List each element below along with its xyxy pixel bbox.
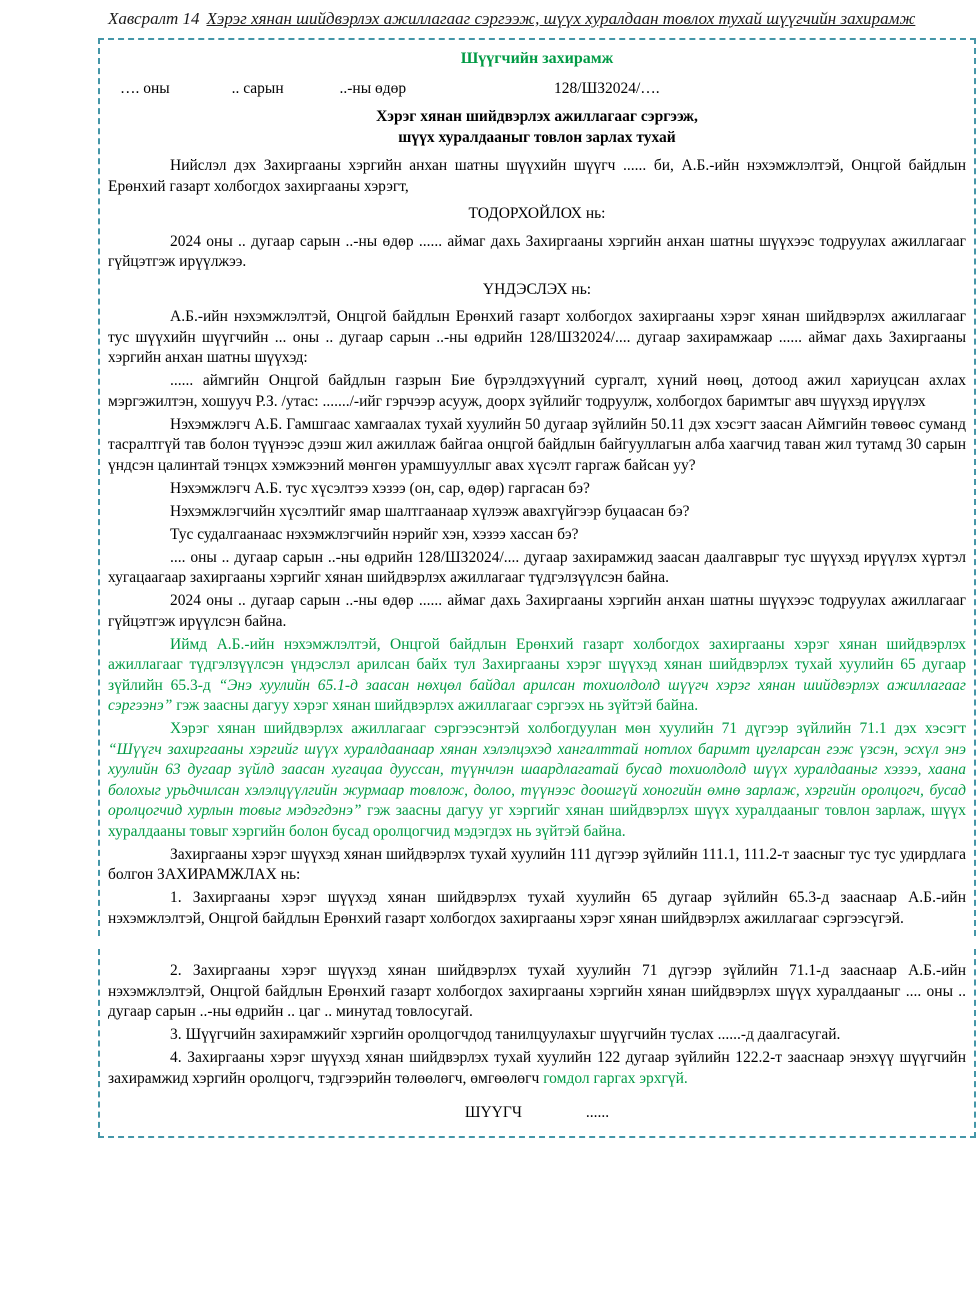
order-number: 128/ШЗ2024/…. — [554, 79, 660, 97]
resolution-item-2: 2. Захиргааны хэрэг шүүхэд хянан шийдвэрлэх тухай хуулийн 71 дүгээр зүйлийн 71.1-д зааснаар А.Б.-ийн нэхэмжлэлтэй, Онцгой байдлын Ерөнхий газарт холбогдох захиргааны хэргийн хянан шийдвэрлэх шүүх хуралдааныг .... оны .. дугаар сарын ..-ны өдрийн .. цаг .. минутад товлосугай. — [108, 962, 966, 1020]
date-month-blank: .. сарын — [231, 79, 284, 97]
grounds-paragraph-3: Нэхэмжлэгч А.Б. Гамшгаас хамгаалах тухай хуулийн 50 дугаар зүйлийн 50.11 дэх хэсэгт заасан Аймгийн төвөөс суманд тасралтгүй тав болон түүнээс дээш жил ажиллаж байгаа онцгой байдлын байгууллагын алба хаагчид таван жил тутамд 30 сарын үндсэн цалинтай тэнцэх хэмжээний мөнгөн урамшууллыг авах хүсэлт гаргаж байсан уу? — [108, 415, 966, 474]
resolution-item-3: 3. Шүүгчийн захирамжийг хэргийн оролцогчдод танилцуулахыг шүүгчийн туслах ......-д даалгасугай. — [170, 1026, 841, 1043]
appendix-label: Хавсралт 14 — [108, 9, 200, 28]
page-1 — [98, 38, 976, 936]
green1-law-quote: “Энэ хуулийн 65.1-д заасан нөхцөл байдал арилсан тохиолдолд шүүгч хэрэг хянан шийдвэрлэх ажиллагааг сэргээнэ” — [108, 676, 966, 714]
subject-line-1: Хэрэг хянан шийдвэрлэх ажиллагааг сэргээж, — [376, 108, 698, 125]
subject-line-2: шүүх хуралдааныг товлон зарлах тухай — [398, 128, 676, 146]
date-day-blank: ..-ны өдөр — [339, 79, 407, 97]
green1-post: гэж заасны дагуу хэрэг хянан шийдвэрлэх ажиллагааг сэргээх нь зүйтэй байна. — [172, 697, 699, 714]
appendix-title-block — [108, 6, 960, 31]
item4-text: 4. Захиргааны хэрэг шүүхэд хянан шийдвэрлэх тухай хуулийн 122 дугаар зүйлийн 122.2-т зааснаар энэхүү шүүгчийн захирамжид хэргийн оролцогч, тэдгээрийн төлөөлөгч, өмгөөлөгч — [108, 1049, 966, 1087]
grounds-green-paragraph-2 — [108, 719, 966, 842]
appendix-title-text: Хэрэг хянан шийдвэрлэх ажиллагааг сэргээж, шүүх хуралдаан товлох тухай шүүгчийн захирамж — [206, 9, 916, 28]
page-break — [98, 936, 976, 949]
grounds-paragraph-7: .... оны .. дугаар сарын ..-ны өдрийн 128/ШЗ2024/.... дугаар захирамжид заасан даалгаврыг тус шүүхэд ирүүлэх хүртэл хугацаагаар захиргааны хэргийг хянан шийдвэрлэх ажиллагааг түдгэлзүүлсэн байна. — [108, 548, 966, 586]
grounds-paragraph-2: ...... аймгийн Онцгой байдлын газрын Бие бүрэлдэхүүний сургалт, хүний нөөц, дотоод ажил хариуцсан ахлах мэргэжилтэн, хошууч Р.З. /утас: ......./-ийг гэрчээр асууж, доорх зүйлийг тодруулж, холбогдох баримтыг авч шүүхэд ирүүлэх — [108, 372, 966, 410]
grounds-paragraph-8: 2024 оны .. дугаар сарын ..-ны өдөр ...... аймаг дахь Захиргааны хэргийн анхан шатны шүүхээс тодруулах ажиллагааг гүйцэтгэж ирүүлсэн байна. — [108, 592, 966, 630]
grounds-green-paragraph-1 — [108, 635, 966, 717]
green2-pre: Хэрэг хянан шийдвэрлэх ажиллагааг сэргээсэнтэй холбогдуулан мөн хуулийн 71 дүгээр зүйлийн 71.1 дэх хэсэгт — [170, 720, 966, 737]
grounds-paragraph-5: Нэхэмжлэгчийн хүсэлтийг ямар шалтгаанаар хүлээж авахгүйгээр буцаасан бэ? — [170, 502, 690, 520]
grounds-paragraph-6: Тус судалгаанаас нэхэмжлэгчийн нэрийг хэн, хэзээ хассан бэ? — [170, 525, 579, 543]
green2-post: гэж заасны дагуу уг хэргийг хянан шийдвэрлэх шүүх хуралдааныг товлон зарлаж, шүүх хуралдааны товыг хэргийн болон бусад оролцогчид мэдэгдэх нь зүйтэй байна. — [108, 802, 966, 840]
intro-paragraph: Нийслэл дэх Захиргааны хэргийн анхан шатны шүүхийн шүүгч ...... би, А.Б.-ийн нэхэмжлэлтэй, Онцгой байдлын Ерөнхий газарт холбогдох захиргааны хэрэгт, — [108, 157, 966, 195]
date-year-blank: …. оны — [120, 79, 170, 97]
resolution-item-4 — [108, 1048, 966, 1089]
item4-green-text: гомдол гаргах эрхгүй. — [543, 1069, 688, 1087]
grounds-heading: ҮНДЭСЛЭХ нь: — [482, 280, 592, 298]
page-2 — [98, 949, 976, 1138]
grounds-paragraph-4: Нэхэмжлэгч А.Б. тус хүсэлтээ хэзээ (он, сар, өдөр) гаргасан бэ? — [170, 479, 590, 497]
judge-label: ШҮҮГЧ — [464, 1104, 522, 1121]
resolution-lead: Захиргааны хэрэг шүүхэд хянан шийдвэрлэх тухай хуулийн 111 дүгээр зүйлийн 111.1, 111.2-т заасныг тус тус удирдлага болгон ЗАХИРАМЖЛАХ нь: — [108, 845, 966, 883]
grounds-paragraph-1: А.Б.-ийн нэхэмжлэлтэй, Онцгой байдлын Ерөнхий газарт холбогдох захиргааны хэрэг хянан шийдвэрлэх ажиллагааг тус шүүхийн шүүгчийн ... оны .. дугаар сарын ..-ны өдрийн 128/ШЗ2024/.... дугаар захирамжаар ...... аймаг дахь Захиргааны хэргийн анхан шатны шүүхэд: — [108, 308, 966, 366]
signature-line — [108, 1103, 966, 1124]
determining-heading: ТОДОРХОЙЛОХ нь: — [468, 205, 606, 222]
determining-paragraph: 2024 оны .. дугаар сарын ..-ны өдөр ...... аймаг дахь Захиргааны хэргийн анхан шатны шүүхээс тодруулах ажиллагааг гүйцэтгэж ирүүлжээ. — [108, 232, 966, 270]
order-subject — [108, 107, 966, 148]
date-line — [108, 79, 966, 100]
green2-law-quote: “Шүүгч захиргааны хэргийг шүүх хуралдаанаар хянан хэлэлцэхэд хангалттай нотлох баримт цугларсан гэж үзсэн, эсхүл энэ хуулийн 63 дугаар зүйлд заасан хугацаа дууссан, түүнчлэн шаардлагатай бусад тохиолдолд шүүх хуралдааныг хэзээ, хаана болохыг урьдчилсан хэлэлцүүлгийн журмаар товлож, долоо, түүнээс доошгүй хоногийн өмнө зарлаж, хэргийн оролцогч, бусад оролцогчид хурлын товыг мэдэгдэнэ” — [108, 740, 966, 819]
green1-pre: Иймд А.Б.-ийн нэхэмжлэлтэй, Онцгой байдлын Ерөнхий газарт холбогдох захиргааны хэрэг хянан шийдвэрлэх ажиллагааг түдгэлзүүлсэн үндэслэл арилсан байх тул Захиргааны хэрэг шүүхэд хянан шийдвэрлэх тухай хуулийн 65 дугаар зүйлийн 65.3-д — [108, 635, 966, 694]
judge-name-blank: ...... — [585, 1104, 610, 1121]
order-heading: Шүүгчийн захирамж — [460, 50, 614, 67]
resolution-item-1: 1. Захиргааны хэрэг шүүхэд хянан шийдвэрлэх тухай хуулийн 65 дугаар зүйлийн 65.3-д зааснаар А.Б.-ийн нэхэмжлэлтэй, Онцгой байдлын Ерөнхий газарт холбогдох захиргааны хэрэг хянан шийдвэрлэх ажиллагааг сэргээсүгэй. — [108, 889, 966, 927]
document — [0, 6, 980, 1138]
